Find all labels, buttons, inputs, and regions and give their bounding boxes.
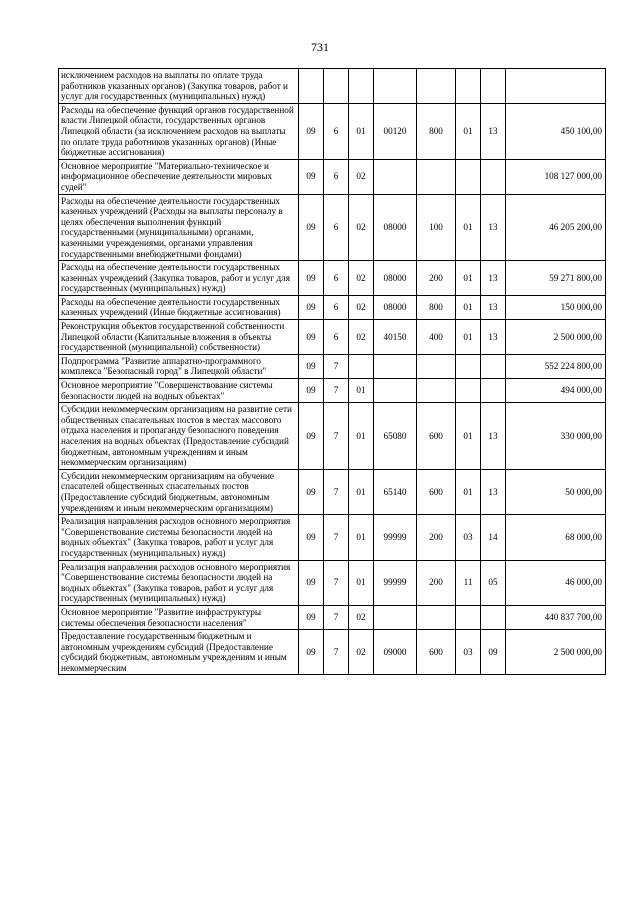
code-subprogram: 6 (324, 261, 349, 296)
code-subdivision (481, 605, 506, 629)
code-section: 09 (299, 515, 324, 560)
code-expense-type: 400 (417, 320, 456, 355)
code-event: 02 (349, 261, 374, 296)
code-direction: 00120 (374, 103, 417, 159)
code-event: 02 (349, 320, 374, 355)
row-description: исключением расходов на выплаты по оплате труда работников указанных органов) (Закупка товаров, работ и услуг для государственных (муниципальных) нужд) (59, 69, 299, 104)
code-section (299, 69, 324, 104)
row-amount: 68 000,00 (506, 515, 606, 560)
code-event: 02 (349, 295, 374, 319)
code-subprogram: 6 (324, 194, 349, 261)
code-expense-type: 200 (417, 515, 456, 560)
code-subdivision: 13 (481, 320, 506, 355)
table-row (59, 261, 606, 296)
code-division: 03 (456, 630, 481, 675)
code-expense-type (417, 159, 456, 194)
table-row (59, 469, 606, 514)
code-subprogram: 6 (324, 103, 349, 159)
code-event: 01 (349, 379, 374, 403)
row-amount: 494 000,00 (506, 379, 606, 403)
code-division (456, 159, 481, 194)
code-subdivision: 14 (481, 515, 506, 560)
code-expense-type: 200 (417, 261, 456, 296)
code-division (456, 379, 481, 403)
row-amount: 108 127 000,00 (506, 159, 606, 194)
code-direction: 65080 (374, 403, 417, 470)
code-expense-type: 600 (417, 469, 456, 514)
code-division: 01 (456, 320, 481, 355)
row-amount: 150 000,00 (506, 295, 606, 319)
code-event: 02 (349, 159, 374, 194)
table-row (59, 403, 606, 470)
code-event: 01 (349, 560, 374, 605)
code-direction: 09000 (374, 630, 417, 675)
row-description: Основное мероприятие "Материально-техническое и информационное обеспечение деятельности мировых судей" (59, 159, 299, 194)
table-row (59, 630, 606, 675)
row-description: Реализация направления расходов основного мероприятия "Совершенствование системы безопасности людей на водных объектах" (Закупка товаров, работ и услуг для государственных (муниципальных) нужд) (59, 560, 299, 605)
code-section: 09 (299, 560, 324, 605)
code-subdivision (481, 159, 506, 194)
code-subprogram: 7 (324, 630, 349, 675)
code-subdivision (481, 379, 506, 403)
code-subdivision: 13 (481, 295, 506, 319)
row-amount: 330 000,00 (506, 403, 606, 470)
code-subdivision (481, 69, 506, 104)
code-section: 09 (299, 403, 324, 470)
code-direction: 99999 (374, 515, 417, 560)
row-description: Расходы на обеспечение деятельности государственных казенных учреждений (Расходы на выплаты персоналу в целях обеспечения выполнения функций государственными (муниципальными) органами, казенными учреждениями, органами управления государственными внебюджетными фондами) (59, 194, 299, 261)
code-expense-type: 800 (417, 295, 456, 319)
code-division (456, 69, 481, 104)
code-section: 09 (299, 159, 324, 194)
table-row (59, 379, 606, 403)
table-row (59, 320, 606, 355)
table-row (59, 354, 606, 378)
row-amount: 450 100,00 (506, 103, 606, 159)
code-subdivision: 05 (481, 560, 506, 605)
code-section: 09 (299, 103, 324, 159)
code-direction (374, 69, 417, 104)
row-description: Субсидии некоммерческим организациям на обучение спасателей общественных спасательных постов (Предоставление субсидий бюджетным, автономным учреждениям и иным некоммерческим организациям) (59, 469, 299, 514)
table-body (59, 69, 606, 675)
code-division: 01 (456, 469, 481, 514)
code-direction: 08000 (374, 261, 417, 296)
code-subprogram: 6 (324, 159, 349, 194)
code-subprogram: 6 (324, 320, 349, 355)
code-direction: 65140 (374, 469, 417, 514)
row-amount: 46 000,00 (506, 560, 606, 605)
code-expense-type: 800 (417, 103, 456, 159)
code-subprogram: 7 (324, 469, 349, 514)
code-section: 09 (299, 379, 324, 403)
code-section: 09 (299, 320, 324, 355)
row-description: Предоставление государственным бюджетным и автономным учреждениям субсидий (Предоставление субсидий бюджетным, автономным учреждениям и иным некоммерческим (59, 630, 299, 675)
row-amount: 2 500 000,00 (506, 630, 606, 675)
code-section: 09 (299, 630, 324, 675)
code-direction: 08000 (374, 295, 417, 319)
code-event: 02 (349, 630, 374, 675)
code-direction: 99999 (374, 560, 417, 605)
table-row (59, 605, 606, 629)
code-section: 09 (299, 261, 324, 296)
code-subprogram: 7 (324, 605, 349, 629)
code-subprogram: 7 (324, 403, 349, 470)
code-direction: 40150 (374, 320, 417, 355)
code-division: 11 (456, 560, 481, 605)
row-amount: 59 271 800,00 (506, 261, 606, 296)
budget-table (58, 68, 606, 675)
table-row (59, 103, 606, 159)
code-section: 09 (299, 194, 324, 261)
code-subprogram: 6 (324, 295, 349, 319)
code-subdivision: 13 (481, 469, 506, 514)
row-description: Субсидии некоммерческим организациям на развитие сети общественных спасательных постов в местах массового отдыха населения и пропаганду безопасного поведения населения на водных объектах (Предоставление субсидий бюджетным, автономным учреждениям и иным некоммерческим организациям) (59, 403, 299, 470)
row-amount (506, 69, 606, 104)
row-amount: 440 837 700,00 (506, 605, 606, 629)
table-row (59, 69, 606, 104)
code-direction: 08000 (374, 194, 417, 261)
row-amount: 2 500 000,00 (506, 320, 606, 355)
code-subdivision: 13 (481, 403, 506, 470)
code-division: 03 (456, 515, 481, 560)
page-number: 731 (311, 40, 329, 54)
code-expense-type (417, 354, 456, 378)
row-description: Основное мероприятие "Развитие инфраструктуры системы обеспечения безопасности населения" (59, 605, 299, 629)
row-amount: 46 205 200,00 (506, 194, 606, 261)
code-subdivision: 13 (481, 103, 506, 159)
code-subprogram: 7 (324, 560, 349, 605)
row-amount: 552 224 800,00 (506, 354, 606, 378)
table-row (59, 515, 606, 560)
code-division (456, 354, 481, 378)
code-subprogram: 7 (324, 515, 349, 560)
code-event: 02 (349, 194, 374, 261)
code-division: 01 (456, 194, 481, 261)
code-division: 01 (456, 403, 481, 470)
row-amount: 50 000,00 (506, 469, 606, 514)
code-subdivision: 13 (481, 261, 506, 296)
code-division: 01 (456, 261, 481, 296)
code-event: 01 (349, 515, 374, 560)
table-row (59, 295, 606, 319)
code-event: 02 (349, 605, 374, 629)
code-event: 01 (349, 469, 374, 514)
code-subprogram (324, 69, 349, 104)
code-subdivision: 13 (481, 194, 506, 261)
row-description: Основное мероприятие "Совершенствование системы безопасности людей на водных объектах" (59, 379, 299, 403)
code-event: 01 (349, 103, 374, 159)
table-row (59, 560, 606, 605)
code-section: 09 (299, 354, 324, 378)
code-division: 01 (456, 295, 481, 319)
row-description: Расходы на обеспечение деятельности государственных казенных учреждений (Иные бюджетные ассигнования) (59, 295, 299, 319)
code-direction (374, 354, 417, 378)
code-division (456, 605, 481, 629)
code-division: 01 (456, 103, 481, 159)
code-subprogram: 7 (324, 354, 349, 378)
code-direction (374, 379, 417, 403)
code-section: 09 (299, 605, 324, 629)
table-row (59, 194, 606, 261)
row-description: Реализация направления расходов основного мероприятия "Совершенствование системы безопасности людей на водных объектах" (Закупка товаров, работ и услуг для государственных (муниципальных) нужд) (59, 515, 299, 560)
code-direction (374, 159, 417, 194)
code-subprogram: 7 (324, 379, 349, 403)
code-section: 09 (299, 469, 324, 514)
code-expense-type: 600 (417, 403, 456, 470)
row-description: Расходы на обеспечение функций органов государственной власти Липецкой области, государственных органов Липецкой области (за исключением расходов на выплаты по оплате труда работников указанных органов) (Иные бюджетные ассигнования) (59, 103, 299, 159)
code-expense-type (417, 69, 456, 104)
code-event (349, 69, 374, 104)
code-subdivision: 09 (481, 630, 506, 675)
table-row (59, 159, 606, 194)
code-expense-type: 200 (417, 560, 456, 605)
code-expense-type: 100 (417, 194, 456, 261)
code-expense-type (417, 605, 456, 629)
code-event (349, 354, 374, 378)
row-description: Подпрограмма "Развитие аппаратно-программного комплекса "Безопасный город" в Липецкой области" (59, 354, 299, 378)
row-description: Реконструкция объектов государственной собственности Липецкой области (Капитальные вложения в объекты государственной (муниципальной) собственности) (59, 320, 299, 355)
code-subdivision (481, 354, 506, 378)
code-expense-type (417, 379, 456, 403)
code-section: 09 (299, 295, 324, 319)
code-direction (374, 605, 417, 629)
row-description: Расходы на обеспечение деятельности государственных казенных учреждений (Закупка товаров, работ и услуг для государственных (муниципальных) нужд) (59, 261, 299, 296)
code-event: 01 (349, 403, 374, 470)
code-expense-type: 600 (417, 630, 456, 675)
